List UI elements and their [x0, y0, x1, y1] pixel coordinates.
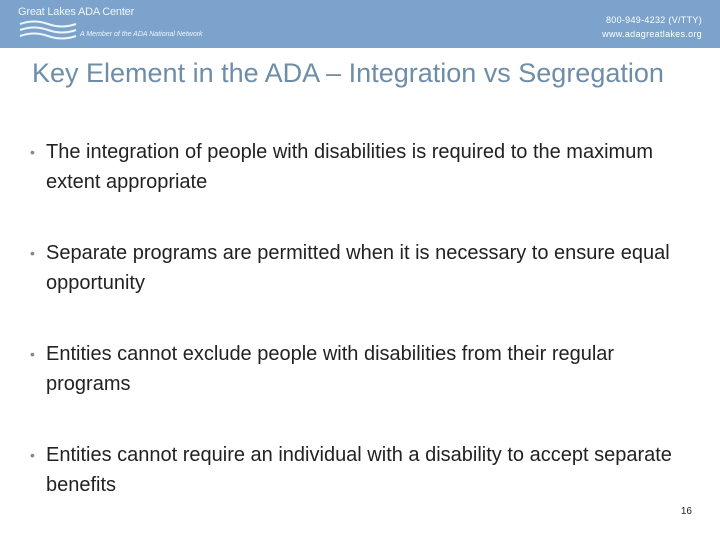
bullet-marker-icon: •	[30, 346, 35, 362]
logo-waves-icon	[18, 19, 80, 41]
bullet-marker-icon: •	[30, 447, 35, 463]
bullet-text: Separate programs are permitted when it is necessary to ensure equal opportunity	[46, 242, 670, 294]
bullet-marker-icon: •	[30, 245, 35, 261]
logo-tagline: A Member of the ADA National Network	[80, 31, 203, 38]
header-bar	[0, 0, 720, 48]
bullet-marker-icon: •	[30, 144, 35, 160]
website-link[interactable]: www.adagreatlakes.org	[602, 29, 702, 39]
bullet-text: Entities cannot require an individual with a disability to accept separate benefits	[46, 444, 672, 496]
phone-number: 800-949-4232 (V/TTY)	[605, 15, 702, 25]
bullet-list	[30, 137, 690, 541]
logo-name: Great Lakes ADA Center	[18, 6, 135, 18]
bullet-text: Entities cannot exclude people with disabilities from their regular programs	[46, 343, 615, 395]
bullet-item	[30, 440, 690, 500]
slide-title: Key Element in the ADA – Integration vs Segregation	[32, 58, 664, 88]
bullet-text: The integration of people with disabilities is required to the maximum extent appropriate	[46, 141, 653, 193]
bullet-item	[30, 238, 690, 298]
bullet-item	[30, 339, 690, 399]
organization-logo[interactable]	[18, 4, 218, 44]
bullet-item	[30, 137, 690, 197]
slide-number: 16	[680, 506, 692, 517]
contact-info	[602, 13, 702, 41]
